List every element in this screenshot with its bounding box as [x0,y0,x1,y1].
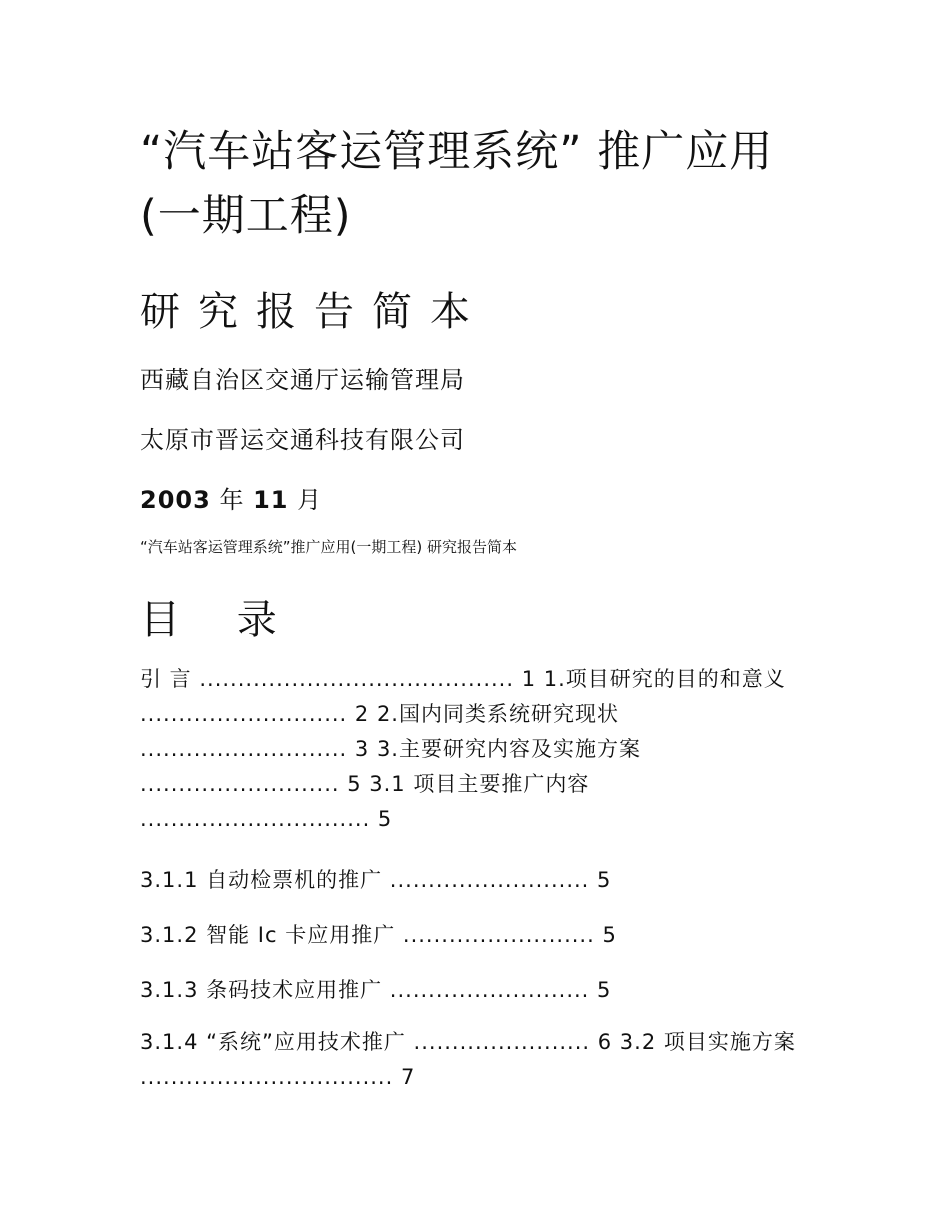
document-subtitle: 研究报告简本 [140,289,488,335]
organization-1: 西藏自治区交通厅运输管理局 [140,366,465,394]
date-month: 11 [253,486,289,514]
toc-entry[interactable] [140,974,820,1004]
document-title: “汽车站客运管理系统” 推广应用(一期工程) [140,127,774,241]
organization-2: 太原市晋运交通科技有限公司 [140,426,465,454]
toc-entry-page: 5 [602,923,617,947]
toc-entry[interactable] [140,864,820,894]
toc-entry-dots: ......................... [402,923,595,947]
toc-entry-dots: .......................... [389,868,590,892]
running-header: “汽车站客运管理系统”推广应用(一期工程) 研究报告简本 [140,538,518,556]
date-year: 2003 [140,486,211,514]
date-year-unit: 年 [219,486,245,514]
document-date [140,480,322,515]
date-month-unit: 月 [297,486,323,514]
toc-entry-label: 3.1.3 条码技术应用推广 [140,978,383,1002]
toc-entry-label: 3.1.1 自动检票机的推广 [140,868,383,892]
toc-paragraph: 引 言 ......................................... 1 1.项目研究的目的和意义 ........................... 2 2.国内同类系统研究现状 ........................... 3 3.主要研究内容及实施方案 .......................... 5 3.1 项目主要推广内容 .............................. 5 [140,667,786,831]
toc-heading: 目 录 [140,597,299,643]
toc-entry[interactable] [140,919,820,949]
toc-entry-page: 5 [597,978,612,1002]
toc-entry-label: 3.1.2 智能 Ic 卡应用推广 [140,923,396,947]
toc-entry-page: 5 [597,868,612,892]
toc-entry-dots: .......................... [389,978,590,1002]
toc-last-paragraph: 3.1.4 “系统”应用技术推广 ....................... 6 3.2 项目实施方案 ................................. 7 [140,1030,796,1089]
